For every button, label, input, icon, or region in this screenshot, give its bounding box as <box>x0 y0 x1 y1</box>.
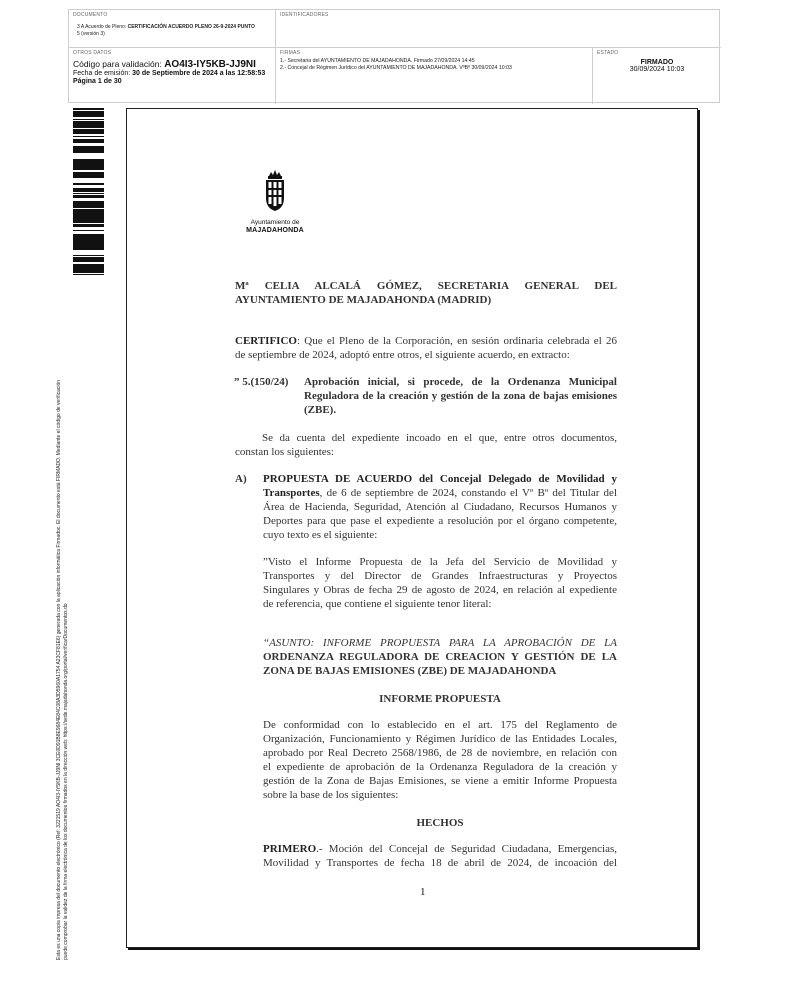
identificadores-cell <box>276 10 721 48</box>
da-cuenta-paragraph: Se da cuenta del expediente incoado en el que, entre otros documentos, constan los siguientes: <box>235 432 617 458</box>
primero-paragraph: PRIMERO.- Moción del Concejal de Seguridad Ciudadana, Emergencias, Movilidad y Transportes de fecha 18 de abril de 2024, de incoación del <box>263 843 617 869</box>
firmas-cell <box>276 48 593 104</box>
visto-paragraph: ”Visto el Informe Propuesta de la Jefa del Servicio de Movilidad y Transportes y del Director de Grandes Infraestructuras y Proyectos Singulares y Obras de fecha 29 de agosto de 2024, en relación al expediente de referencia, que contiene el siguiente tenor literal: <box>263 556 617 610</box>
page-number: 1 <box>420 886 426 898</box>
verification-side-text: Esta es una copia impresa del documento electrónico (Ref: 3221519 AO4I3-IY5KB-JJ9NI 3CE0D91B8E9684E84C08A3D5960A1754 A23CF81E6) generada con la aplicación informática Firmadoc. El documento está FIRMADO. Mediante el código de verificación puede comprobar la validez de la firma electrónica de los documentos firmados en la dirección web: https://sede.majadahonda.org/portal/verificarDocumentos.do <box>56 379 69 960</box>
section-a-label: A) <box>235 473 247 485</box>
documento-label: DOCUMENTO <box>73 12 108 18</box>
conformidad-paragraph: De conformidad con lo establecido en el art. 175 del Reglamento de Organización, Funcionamiento y Régimen Jurídico de las Entidades Locales, aprobado por Real Decreto 2568/1986, de 28 de noviembre, en relación con el expediente de aprobación de la Ordenanza Reguladora de la creación y gestión de la Zona de Bajas Emisiones, se viene a emitir Informe Propuesta sobre la base de los siguientes: <box>263 719 617 801</box>
item-number: ” 5.(150/24) <box>234 376 289 388</box>
page-count: Página 1 de 30 <box>73 78 122 85</box>
documento-value: 3 A Acuerdo de Pleno: CERTIFICACIÓN ACUERDO PLENO 26-9-2024 PUNTO 5 (versión 3) <box>77 24 255 37</box>
estado-cell <box>593 48 721 104</box>
estado-label: ESTADO <box>597 50 619 56</box>
barcode <box>73 107 104 279</box>
firma-item: 2.- Concejal de Régimen Jurídico del AYUNTAMIENTO DE MAJADAHONDA. VºBº 30/09/2024 10:03 <box>280 65 512 71</box>
certifico-paragraph: CERTIFICO: Que el Pleno de la Corporación, en sesión ordinaria celebrada el 26 de septiembre de 2024, adoptó entre otros, el siguiente acuerdo, en extracto: <box>235 335 617 361</box>
validation-code: Código para validación: AO4I3-IY5KB-JJ9NI <box>73 59 256 70</box>
documento-cell <box>69 10 276 48</box>
document-title: Mª CELIA ALCALÁ GÓMEZ, SECRETARIA GENERAL DEL AYUNTAMIENTO DE MAJADAHONDA (MADRID) <box>235 280 617 306</box>
asunto-heading: “ASUNTO: INFORME PROPUESTA PARA LA APROBACIÓN DE LA ORDENANZA REGULADORA DE CREACION Y GESTIÓN DE LA ZONA DE BAJAS EMISIONES (ZBE) DE MAJADAHONDA <box>263 637 617 677</box>
estado-value: FIRMADO 30/09/2024 10:03 <box>629 59 685 73</box>
firmas-label: FIRMAS <box>280 50 301 56</box>
majadahonda-logo <box>240 168 310 235</box>
item-title: Aprobación inicial, si procede, de la Ordenanza Municipal Reguladora de la creación y gestión de la zona de bajas emisiones (ZBE). <box>304 376 617 416</box>
section-a-paragraph: PROPUESTA DE ACUERDO del Concejal Delegado de Movilidad y Transportes, de 6 de septiembre de 2024, constando el Vº Bº del Titular del Área de Hacienda, Seguridad, Atención al Ciudadano, Recursos Humanos y Deportes para que pase el expediente a resolución por el órgano competente, cuyo texto es el siguiente: <box>263 473 617 541</box>
document-header <box>68 9 720 103</box>
firma-item: 1.- Secretaria del AYUNTAMIENTO DE MAJADAHONDA. Firmado 27/09/2024 14:45 <box>280 58 475 64</box>
logo-text: Ayuntamiento de MAJADAHONDA <box>246 219 304 234</box>
otros-datos-cell <box>69 48 276 104</box>
identificadores-label: IDENTIFICADORES <box>280 12 329 18</box>
informe-propuesta-heading: INFORME PROPUESTA <box>379 693 501 705</box>
otros-datos-label: OTROS DATOS <box>73 50 112 56</box>
crown-crest-icon <box>260 168 290 212</box>
hechos-heading: HECHOS <box>416 817 464 829</box>
firmas-list <box>280 58 588 72</box>
emission-date: Fecha de emisión: 30 de Septiembre de 2024 a las 12:58:53 <box>73 70 266 77</box>
